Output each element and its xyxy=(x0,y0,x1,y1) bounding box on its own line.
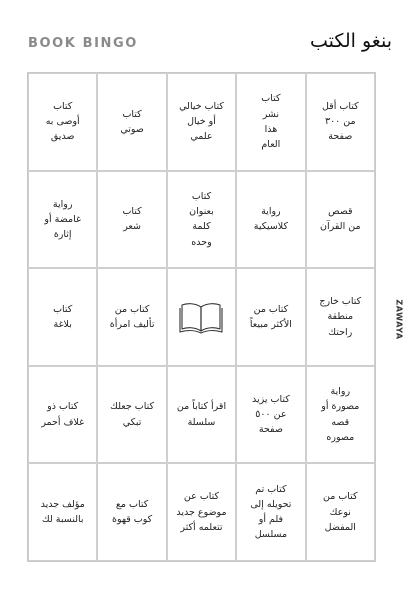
bingo-cell[interactable] xyxy=(167,366,236,464)
bingo-cell-label: كتاب تم تحويله إلى فلم أو مسلسل xyxy=(250,483,292,541)
bingo-cell[interactable] xyxy=(306,463,375,561)
bingo-cell-label: كتاب من الأكثر مبيعاً xyxy=(249,303,292,330)
bingo-cell-label: مؤلف جديد بالنسبة لك xyxy=(40,499,85,526)
bingo-cell-label: رواية مصورة أو قصه مصوره xyxy=(321,386,360,443)
bingo-cell[interactable] xyxy=(306,268,375,366)
bingo-cell-label: كتاب ذو غلاف أحمر xyxy=(41,401,85,428)
bingo-cell[interactable] xyxy=(97,73,166,171)
bingo-cell[interactable] xyxy=(236,268,305,366)
bingo-cell-label: كتاب جعلك تبكي xyxy=(110,401,155,428)
bingo-cell[interactable] xyxy=(28,268,97,366)
bingo-cell[interactable] xyxy=(167,73,236,171)
bingo-cell[interactable] xyxy=(306,73,375,171)
bingo-cell[interactable] xyxy=(236,463,305,561)
open-book-icon xyxy=(179,300,223,334)
bingo-cell-label: كتاب مع كوب قهوة xyxy=(111,499,153,526)
brand-logo-text: ZAWAYA xyxy=(394,298,404,340)
bingo-cell[interactable] xyxy=(97,366,166,464)
brand-logo xyxy=(393,294,405,344)
bingo-cell[interactable] xyxy=(167,171,236,269)
bingo-cell-label: كتاب أقل من ٣٠٠ صفحة xyxy=(321,101,359,143)
bingo-cell[interactable] xyxy=(97,463,166,561)
bingo-cell[interactable] xyxy=(236,73,305,171)
bingo-cell[interactable] xyxy=(28,171,97,269)
bingo-cell[interactable] xyxy=(97,268,166,366)
bingo-cell-free[interactable] xyxy=(167,268,236,366)
bingo-grid xyxy=(27,72,376,562)
header-title-ar: بنغو الكتب xyxy=(310,30,392,52)
bingo-cell[interactable] xyxy=(28,366,97,464)
bingo-cell-label: كتاب من تأليف امرأة xyxy=(109,303,155,330)
bingo-cell-label: قصص من القرآن xyxy=(320,206,361,233)
bingo-cell[interactable] xyxy=(236,366,305,464)
bingo-cell[interactable] xyxy=(28,73,97,171)
bingo-cell-label: رواية غامضة أو إثارة xyxy=(44,198,81,240)
bingo-cell-label: كتاب يزيد عن ٥٠٠ صفحة xyxy=(252,393,290,436)
bingo-cell[interactable] xyxy=(97,171,166,269)
bingo-cell-label: كتاب شعر xyxy=(122,206,142,233)
bingo-cell-label: كتاب نشر هذا العام xyxy=(261,93,281,150)
bingo-cell-label: كتاب خيالي أو خيال علمي xyxy=(179,101,224,143)
bingo-cell-label: كتاب من نوعك المفضل xyxy=(323,491,358,533)
bingo-cell-label: كتاب صوتي xyxy=(120,108,144,135)
bingo-cell-label: كتاب خارج منطقة راحتك xyxy=(319,296,362,338)
bingo-cell-label: رواية كلاسيكية xyxy=(253,206,288,233)
bingo-cell[interactable] xyxy=(306,171,375,269)
bingo-cell-label: كتاب بلاغة xyxy=(53,303,73,330)
bingo-cell-label: كتاب عن موضوع جديد تتعلمه أكثر xyxy=(176,491,227,533)
bingo-cell[interactable] xyxy=(167,463,236,561)
bingo-cell-label: اقرأ كتاباً من سلسلة xyxy=(176,401,227,428)
bingo-cell-label: كتاب بعنوان كلمة وحده xyxy=(189,191,214,248)
bingo-cell[interactable] xyxy=(306,366,375,464)
bingo-cell-label: كتاب أوصى به صديق xyxy=(45,101,80,143)
bingo-cell[interactable] xyxy=(28,463,97,561)
header-title-en: BOOK BINGO xyxy=(28,36,138,51)
bingo-cell[interactable] xyxy=(236,171,305,269)
